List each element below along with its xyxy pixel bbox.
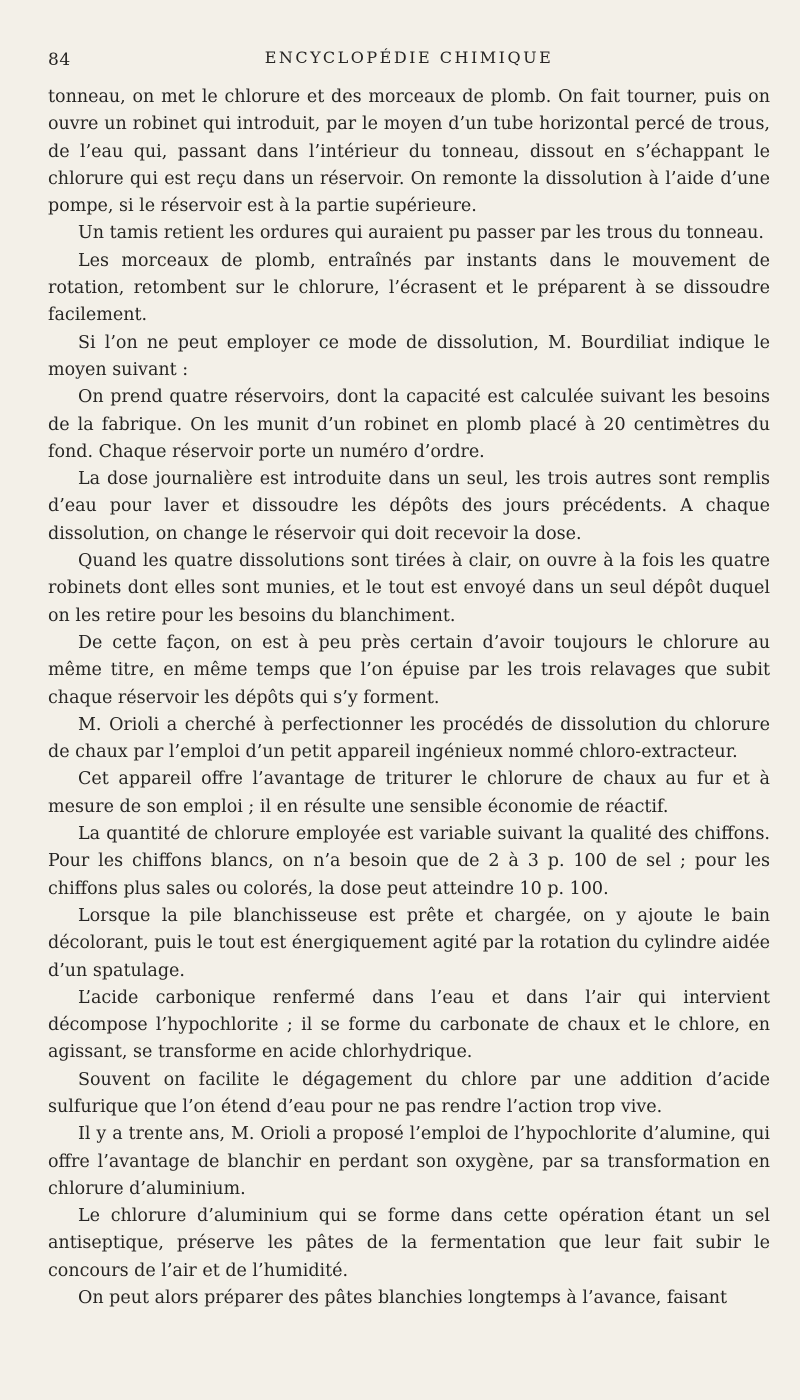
paragraph: M. Orioli a cherché à perfectionner les procédés de dissolution du chlorure de chaux par l’emploi d’un petit appareil ingénieux nommé chloro-extracteur. [48,714,770,763]
paragraph: Cet appareil offre l’avantage de triturer le chlorure de chaux au fur et à mesure de son emploi ; il en résulte une sensible économie de réactif. [48,769,770,817]
paragraph: On prend quatre réservoirs, dont la capacité est calculée suivant les besoins de la fabrique. On les munit d’un robinet en plomb placé à 20 centimètres du fond. Chaque réservoir porte un numéro d’ordre. [48,387,770,462]
paragraph: L’acide carbonique renfermé dans l’eau et dans l’air qui intervient décompose l’hypochlorite ; il se forme du carbonate de chaux et le chlore, en agissant, se transforme en acide chlorhydrique. [48,987,770,1063]
paragraph: La quantité de chlorure employée est variable suivant la qualité des chiffons. Pour les chiffons blancs, on n’a besoin que de 2 à 3 p. 100 de sel ; pour les chiffons plus sales ou colorés, la dose peut atteindre 10 p. 100. [48,824,770,899]
paragraph: Les morceaux de plomb, entraînés par instants dans le mouvement de rotation, retombent sur le chlorure, l’écrasent et le préparent à se dissoudre facilement. [48,250,770,326]
paragraph: De cette façon, on est à peu près certain d’avoir toujours le chlorure au même titre, en même temps que l’on épuise par les trois relavages que subit chaque réservoir les dépôts qui s’y forment. [48,632,770,708]
body-text [48,84,770,1312]
page-number: 84 [48,50,71,70]
paragraph: Il y a trente ans, M. Orioli a proposé l’emploi de l’hypochlorite d’alumine, qui offre l’avantage de blanchir en perdant son oxygène, par sa transformation en chlorure d’aluminium. [48,1124,770,1199]
running-title: ENCYCLOPÉDIE CHIMIQUE [264,48,554,67]
paragraph: Un tamis retient les ordures qui auraient pu passer par les trous du tonneau. [78,223,764,244]
running-head [48,40,770,84]
paragraph: Le chlorure d’aluminium qui se forme dans cette opération étant un sel antiseptique, préserve les pâtes de la fermentation que leur fait subir le concours de l’air et de l’humidité. [48,1206,770,1281]
paragraph: Lorsque la pile blanchisseuse est prête et chargée, on y ajoute le bain décolorant, puis le tout est énergiquement agité par la rotation du cylindre aidée d’un spatulage. [48,905,770,981]
paragraph: Si l’on ne peut employer ce mode de dissolution, M. Bourdiliat indique le moyen suivant : [48,332,770,380]
paragraph: La dose journalière est introduite dans un seul, les trois autres sont remplis d’eau pour laver et dissoudre les dépôts des jours précédents. A chaque dissolution, on change le réservoir qui doit recevoir la dose. [48,469,770,544]
paragraph-continued: tonneau, on met le chlorure et des morceaux de plomb. On fait tourner, puis on ouvre un robinet qui introduit, par le moyen d’un tube horizontal percé de trous, de l’eau qui, passant dans l’intérieur du tonneau, dissout en s’échappant le chlorure qui est reçu dans un réservoir. On remonte la dissolution à l’aide d’une pompe, si le réservoir est à la partie supérieure. [48,87,770,217]
paragraph-last-line: On peut alors préparer des pâtes blanchies longtemps à l’avance, faisant [78,1288,728,1309]
paragraph: Quand les quatre dissolutions sont tirées à clair, on ouvre à la fois les quatre robinets dont elles sont munies, et le tout est envoyé dans un seul dépôt duquel on les retire pour les besoins du blanchiment. [48,551,770,626]
paragraph: Souvent on facilite le dégagement du chlore par une addition d’acide sulfurique que l’on étend d’eau pour ne pas rendre l’action trop vive. [48,1069,770,1117]
